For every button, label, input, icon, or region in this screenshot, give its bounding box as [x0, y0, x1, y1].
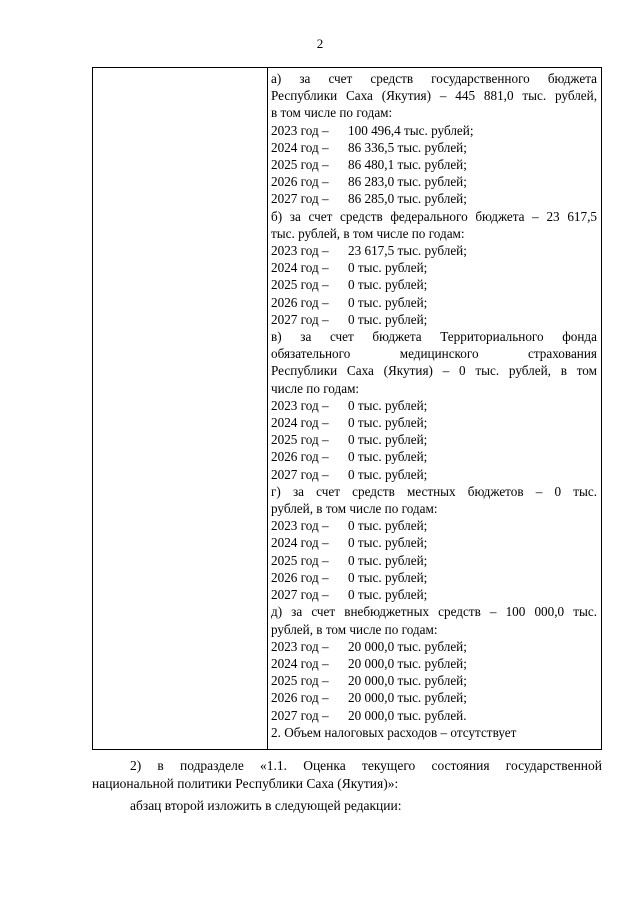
- year-row: 2025 год – 0 тыс. рублей;: [271, 277, 428, 293]
- section-g-local-budgets: [271, 483, 597, 603]
- year-row: 2026 год – 0 тыс. рублей;: [271, 569, 428, 585]
- year-row: 2027 год – 0 тыс. рублей;: [271, 311, 428, 327]
- section-a-line3: в том числе по годам:: [271, 105, 393, 121]
- year-row: 2027 год – 0 тыс. рублей;: [271, 587, 428, 603]
- year-row: 2026 год – 0 тыс. рублей;: [271, 449, 428, 465]
- year-row: 2024 год – 0 тыс. рублей;: [271, 260, 428, 276]
- section-b-federal-budget: [271, 208, 597, 328]
- year-row: 2026 год – 20 000,0 тыс. рублей;: [271, 690, 467, 706]
- tax-expenditures-line: 2. Объем налоговых расходов – отсутствует: [271, 724, 517, 740]
- year-row: 2023 год – 20 000,0 тыс. рублей;: [271, 638, 467, 654]
- section-d-extrabudgetary: [271, 603, 597, 723]
- section-v-line2: обязательного медицинского страхования: [271, 346, 597, 362]
- section-d-line1: д) за счет внебюджетных средств – 100 000,0 тыс.: [271, 604, 597, 620]
- table-row: [93, 68, 602, 750]
- year-row: 2023 год – 100 496,4 тыс. рублей;: [271, 122, 474, 138]
- year-row: 2026 год – 0 тыс. рублей;: [271, 294, 428, 310]
- instruction-paragraph: абзац второй изложить в следующей редакции:: [130, 798, 402, 813]
- year-row: 2024 год – 0 тыс. рублей;: [271, 535, 428, 551]
- table-right-cell: [268, 68, 602, 750]
- table-left-cell: [93, 68, 268, 750]
- year-row: 2026 год – 86 283,0 тыс. рублей;: [271, 174, 467, 190]
- page-number: 2: [316, 36, 324, 51]
- section-v-line3: Республики Саха (Якутия) – 0 тыс. рублей, в том: [271, 363, 597, 379]
- year-row: 2024 год – 0 тыс. рублей;: [271, 415, 428, 431]
- amendment-line1: 2) в подразделе «1.1. Оценка текущего состояния государственной: [130, 758, 602, 773]
- section-g-line2: рублей, в том числе по годам:: [271, 501, 438, 517]
- year-row: 2023 год – 0 тыс. рублей;: [271, 397, 428, 413]
- section-a-state-budget: [271, 70, 597, 208]
- year-row: 2027 год – 0 тыс. рублей;: [271, 466, 428, 482]
- section-g-line1: г) за счет средств местных бюджетов – 0 тыс.: [271, 483, 597, 499]
- funding-table: [92, 67, 602, 750]
- year-row: 2027 год – 20 000,0 тыс. рублей.: [271, 707, 467, 723]
- year-row: 2023 год – 23 617,5 тыс. рублей;: [271, 243, 467, 259]
- section-v-health-insurance-fund: [271, 328, 597, 483]
- section-v-line1: в) за счет бюджета Территориального фонда: [271, 329, 597, 345]
- year-row: 2027 год – 86 285,0 тыс. рублей;: [271, 191, 467, 207]
- amendment-paragraph: [92, 757, 602, 793]
- section-b-line1: б) за счет средств федерального бюджета – 23 617,5: [271, 208, 597, 224]
- section-a-line2: Республики Саха (Якутия) – 445 881,0 тыс. рублей,: [271, 88, 597, 104]
- year-row: 2024 год – 86 336,5 тыс. рублей;: [271, 139, 467, 155]
- year-row: 2025 год – 86 480,1 тыс. рублей;: [271, 157, 467, 173]
- amendment-line2: национальной политики Республики Саха (Якутия)»:: [92, 776, 399, 791]
- year-row: 2023 год – 0 тыс. рублей;: [271, 518, 428, 534]
- year-row: 2025 год – 0 тыс. рублей;: [271, 432, 428, 448]
- section-b-line2: тыс. рублей, в том числе по годам:: [271, 225, 465, 241]
- year-row: 2025 год – 0 тыс. рублей;: [271, 552, 428, 568]
- year-row: 2025 год – 20 000,0 тыс. рублей;: [271, 673, 467, 689]
- section-d-line2: рублей, в том числе по годам:: [271, 621, 438, 637]
- section-v-line4: числе по годам:: [271, 380, 360, 396]
- year-row: 2024 год – 20 000,0 тыс. рублей;: [271, 655, 467, 671]
- section-a-line1: а) за счет средств государственного бюджета: [271, 71, 597, 86]
